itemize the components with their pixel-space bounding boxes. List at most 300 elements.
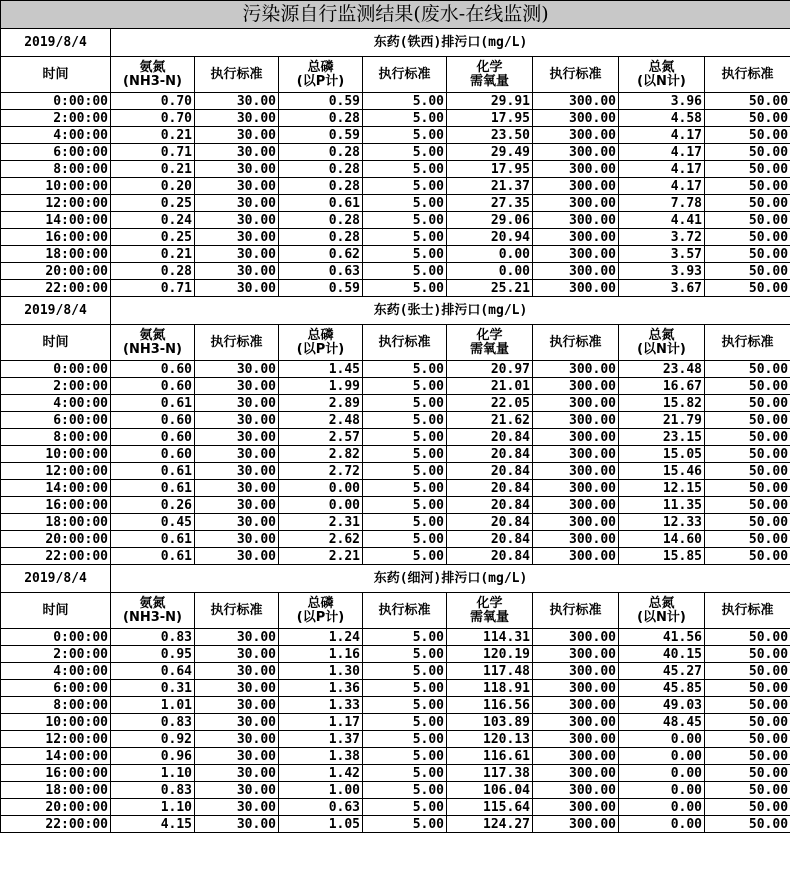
column-header-row (1, 593, 790, 629)
table-cell: 117.48 (447, 663, 533, 680)
table-cell: 5.00 (363, 514, 447, 531)
table-cell: 3.67 (619, 280, 705, 297)
table-cell: 29.06 (447, 212, 533, 229)
table-cell: 20.84 (447, 531, 533, 548)
standard-header-line1: 执行标准 (721, 602, 774, 618)
table-cell: 0.24 (111, 212, 195, 229)
table-cell: 15.82 (619, 395, 705, 412)
nh3-header-line1: 氨氮 (139, 327, 166, 343)
table-cell: 1.05 (279, 816, 363, 833)
column-header-row (1, 57, 790, 93)
section-date-row (1, 29, 790, 57)
tp-header-line2: (以P计) (296, 73, 345, 89)
table-cell: 300.00 (533, 765, 619, 782)
table-cell: 50.00 (705, 110, 790, 127)
table-cell: 2.31 (279, 514, 363, 531)
table-cell: 50.00 (705, 195, 790, 212)
standard-header (195, 593, 279, 629)
table-cell: 5.00 (363, 280, 447, 297)
standard-header (195, 325, 279, 361)
cod-header (447, 57, 533, 93)
table-cell: 4.17 (619, 127, 705, 144)
tp-header-line1: 总磷 (307, 59, 334, 75)
table-cell: 0.63 (279, 799, 363, 816)
table-cell: 30.00 (195, 263, 279, 280)
table-cell: 0.00 (279, 480, 363, 497)
table-cell: 18:00:00 (1, 782, 111, 799)
table-cell: 103.89 (447, 714, 533, 731)
table-row (1, 799, 790, 816)
report-title: 污染源自行监测结果(废水-在线监测) (1, 1, 790, 29)
table-cell: 50.00 (705, 263, 790, 280)
table-cell: 16:00:00 (1, 497, 111, 514)
nh3-header (111, 325, 195, 361)
table-cell: 1.38 (279, 748, 363, 765)
table-cell: 2:00:00 (1, 110, 111, 127)
table-cell: 50.00 (705, 531, 790, 548)
table-cell: 50.00 (705, 229, 790, 246)
table-cell: 2.48 (279, 412, 363, 429)
table-cell: 23.15 (619, 429, 705, 446)
table-cell: 30.00 (195, 361, 279, 378)
standard-header-line1: 执行标准 (721, 66, 774, 82)
table-cell: 2:00:00 (1, 378, 111, 395)
table-cell: 14.60 (619, 531, 705, 548)
table-cell: 14:00:00 (1, 212, 111, 229)
table-cell: 4.58 (619, 110, 705, 127)
table-cell: 50.00 (705, 646, 790, 663)
table-cell: 50.00 (705, 429, 790, 446)
table-row (1, 395, 790, 412)
table-cell: 50.00 (705, 395, 790, 412)
table-cell: 5.00 (363, 127, 447, 144)
table-cell: 300.00 (533, 429, 619, 446)
table-cell: 0.61 (111, 395, 195, 412)
table-cell: 30.00 (195, 799, 279, 816)
table-row (1, 246, 790, 263)
table-cell: 16.67 (619, 378, 705, 395)
standard-header (195, 57, 279, 93)
tn-header (619, 325, 705, 361)
table-cell: 300.00 (533, 680, 619, 697)
table-cell: 30.00 (195, 816, 279, 833)
table-cell: 18:00:00 (1, 514, 111, 531)
table-cell: 0.71 (111, 144, 195, 161)
table-cell: 5.00 (363, 144, 447, 161)
table-cell: 300.00 (533, 697, 619, 714)
table-row (1, 212, 790, 229)
table-cell: 5.00 (363, 195, 447, 212)
table-cell: 0.63 (279, 263, 363, 280)
tp-header (279, 57, 363, 93)
table-cell: 0.21 (111, 246, 195, 263)
table-cell: 30.00 (195, 144, 279, 161)
table-cell: 0.96 (111, 748, 195, 765)
table-cell: 2.57 (279, 429, 363, 446)
table-cell: 0.60 (111, 378, 195, 395)
table-cell: 300.00 (533, 714, 619, 731)
tp-header (279, 325, 363, 361)
table-cell: 300.00 (533, 663, 619, 680)
table-cell: 30.00 (195, 446, 279, 463)
table-row (1, 480, 790, 497)
table-cell: 300.00 (533, 195, 619, 212)
table-cell: 5.00 (363, 395, 447, 412)
cod-header (447, 593, 533, 629)
standard-header-line1: 执行标准 (721, 334, 774, 350)
table-row (1, 229, 790, 246)
table-cell: 0.62 (279, 246, 363, 263)
table-row (1, 714, 790, 731)
outlet-title: 东药(张士)排污口(mg/L) (111, 297, 790, 325)
table-row (1, 429, 790, 446)
table-cell: 50.00 (705, 663, 790, 680)
table-cell: 6:00:00 (1, 144, 111, 161)
table-cell: 0.21 (111, 161, 195, 178)
table-cell: 116.61 (447, 748, 533, 765)
table-cell: 300.00 (533, 144, 619, 161)
table-cell: 0.28 (279, 178, 363, 195)
table-cell: 20.84 (447, 514, 533, 531)
table-cell: 5.00 (363, 697, 447, 714)
table-cell: 30.00 (195, 412, 279, 429)
table-cell: 0.71 (111, 280, 195, 297)
table-cell: 22:00:00 (1, 280, 111, 297)
table-cell: 300.00 (533, 531, 619, 548)
table-cell: 0.28 (279, 110, 363, 127)
table-cell: 50.00 (705, 246, 790, 263)
table-cell: 50.00 (705, 782, 790, 799)
table-cell: 1.24 (279, 629, 363, 646)
standard-header (533, 593, 619, 629)
table-cell: 50.00 (705, 816, 790, 833)
table-cell: 0.20 (111, 178, 195, 195)
table-cell: 30.00 (195, 93, 279, 110)
table-cell: 0.25 (111, 229, 195, 246)
table-cell: 50.00 (705, 280, 790, 297)
time-header (1, 593, 111, 629)
table-cell: 30.00 (195, 229, 279, 246)
table-cell: 45.85 (619, 680, 705, 697)
table-cell: 4.41 (619, 212, 705, 229)
table-cell: 0.00 (447, 263, 533, 280)
table-cell: 5.00 (363, 429, 447, 446)
table-cell: 0.00 (619, 748, 705, 765)
table-cell: 27.35 (447, 195, 533, 212)
section-date: 2019/8/4 (1, 29, 111, 57)
nh3-header-line2: (NH3-N) (123, 341, 182, 357)
table-cell: 0.31 (111, 680, 195, 697)
table-cell: 2.72 (279, 463, 363, 480)
table-cell: 50.00 (705, 127, 790, 144)
table-cell: 118.91 (447, 680, 533, 697)
table-cell: 7.78 (619, 195, 705, 212)
table-cell: 12.15 (619, 480, 705, 497)
table-cell: 20.84 (447, 548, 533, 565)
table-cell: 8:00:00 (1, 429, 111, 446)
table-cell: 49.03 (619, 697, 705, 714)
table-cell: 6:00:00 (1, 412, 111, 429)
table-row (1, 263, 790, 280)
table-cell: 5.00 (363, 816, 447, 833)
table-row (1, 646, 790, 663)
table-cell: 0.70 (111, 93, 195, 110)
table-cell: 0.28 (279, 161, 363, 178)
table-cell: 2.62 (279, 531, 363, 548)
table-cell: 0.26 (111, 497, 195, 514)
table-cell: 0.60 (111, 361, 195, 378)
table-cell: 50.00 (705, 629, 790, 646)
table-cell: 300.00 (533, 361, 619, 378)
table-cell: 5.00 (363, 731, 447, 748)
table-cell: 29.91 (447, 93, 533, 110)
table-cell: 30.00 (195, 629, 279, 646)
outlet-title: 东药(铁西)排污口(mg/L) (111, 29, 790, 57)
table-cell: 0.59 (279, 93, 363, 110)
table-cell: 5.00 (363, 178, 447, 195)
table-cell: 0.59 (279, 280, 363, 297)
standard-header (533, 57, 619, 93)
table-cell: 1.17 (279, 714, 363, 731)
table-cell: 300.00 (533, 229, 619, 246)
table-row (1, 697, 790, 714)
table-cell: 0.00 (447, 246, 533, 263)
table-row (1, 361, 790, 378)
table-cell: 20:00:00 (1, 799, 111, 816)
standard-header (533, 325, 619, 361)
table-cell: 300.00 (533, 412, 619, 429)
table-cell: 106.04 (447, 782, 533, 799)
table-cell: 50.00 (705, 497, 790, 514)
table-cell: 5.00 (363, 680, 447, 697)
table-cell: 0.28 (279, 212, 363, 229)
table-cell: 21.37 (447, 178, 533, 195)
table-cell: 4.15 (111, 816, 195, 833)
table-cell: 30.00 (195, 161, 279, 178)
table-cell: 15.46 (619, 463, 705, 480)
table-row (1, 548, 790, 565)
tn-header-line2: (以N计) (637, 609, 686, 625)
table-cell: 4.17 (619, 144, 705, 161)
table-cell: 30.00 (195, 748, 279, 765)
table-cell: 50.00 (705, 144, 790, 161)
table-cell: 0.83 (111, 782, 195, 799)
table-cell: 30.00 (195, 195, 279, 212)
table-cell: 4.17 (619, 178, 705, 195)
table-cell: 12:00:00 (1, 731, 111, 748)
table-cell: 300.00 (533, 548, 619, 565)
table-cell: 30.00 (195, 548, 279, 565)
table-cell: 23.50 (447, 127, 533, 144)
table-cell: 50.00 (705, 697, 790, 714)
table-row (1, 765, 790, 782)
table-cell: 50.00 (705, 765, 790, 782)
table-row (1, 531, 790, 548)
table-cell: 1.16 (279, 646, 363, 663)
table-cell: 30.00 (195, 429, 279, 446)
table-cell: 50.00 (705, 93, 790, 110)
table-cell: 40.15 (619, 646, 705, 663)
table-cell: 5.00 (363, 161, 447, 178)
table-row (1, 629, 790, 646)
table-cell: 22:00:00 (1, 548, 111, 565)
table-cell: 50.00 (705, 161, 790, 178)
standard-header (705, 325, 790, 361)
table-cell: 14:00:00 (1, 480, 111, 497)
table-cell: 1.37 (279, 731, 363, 748)
table-cell: 0.83 (111, 629, 195, 646)
table-cell: 300.00 (533, 782, 619, 799)
table-cell: 50.00 (705, 361, 790, 378)
column-header-row (1, 325, 790, 361)
table-cell: 20.84 (447, 480, 533, 497)
table-cell: 5.00 (363, 782, 447, 799)
nh3-header-line1: 氨氮 (139, 595, 166, 611)
table-cell: 0.61 (111, 463, 195, 480)
table-cell: 15.05 (619, 446, 705, 463)
table-row (1, 663, 790, 680)
table-cell: 0:00:00 (1, 629, 111, 646)
standard-header-line1: 执行标准 (378, 334, 431, 350)
section-date: 2019/8/4 (1, 565, 111, 593)
table-cell: 17.95 (447, 161, 533, 178)
table-cell: 115.64 (447, 799, 533, 816)
table-cell: 300.00 (533, 178, 619, 195)
table-cell: 5.00 (363, 412, 447, 429)
table-row (1, 144, 790, 161)
table-cell: 50.00 (705, 378, 790, 395)
table-cell: 30.00 (195, 127, 279, 144)
table-row (1, 731, 790, 748)
table-cell: 30.00 (195, 697, 279, 714)
table-cell: 300.00 (533, 93, 619, 110)
table-cell: 0.45 (111, 514, 195, 531)
table-cell: 12:00:00 (1, 463, 111, 480)
cod-header (447, 325, 533, 361)
table-row (1, 748, 790, 765)
cod-header-line2: 需氧量 (469, 73, 509, 89)
table-cell: 30.00 (195, 378, 279, 395)
table-cell: 50.00 (705, 714, 790, 731)
table-cell: 300.00 (533, 212, 619, 229)
table-cell: 30.00 (195, 646, 279, 663)
table-cell: 1.99 (279, 378, 363, 395)
tp-header-line2: (以P计) (296, 341, 345, 357)
table-cell: 1.30 (279, 663, 363, 680)
table-row (1, 378, 790, 395)
table-cell: 116.56 (447, 697, 533, 714)
table-cell: 30.00 (195, 680, 279, 697)
table-cell: 20:00:00 (1, 263, 111, 280)
table-cell: 5.00 (363, 531, 447, 548)
table-cell: 5.00 (363, 378, 447, 395)
table-cell: 300.00 (533, 246, 619, 263)
table-cell: 300.00 (533, 446, 619, 463)
table-cell: 30.00 (195, 663, 279, 680)
table-row (1, 446, 790, 463)
table-cell: 6:00:00 (1, 680, 111, 697)
table-cell: 21.01 (447, 378, 533, 395)
table-cell: 50.00 (705, 178, 790, 195)
table-cell: 0:00:00 (1, 361, 111, 378)
table-cell: 50.00 (705, 799, 790, 816)
table-cell: 1.33 (279, 697, 363, 714)
table-cell: 16:00:00 (1, 229, 111, 246)
table-cell: 14:00:00 (1, 748, 111, 765)
section-date-row (1, 565, 790, 593)
table-cell: 0.61 (111, 548, 195, 565)
table-cell: 0.92 (111, 731, 195, 748)
table-cell: 300.00 (533, 395, 619, 412)
table-cell: 30.00 (195, 212, 279, 229)
standard-header-line1: 执行标准 (210, 66, 263, 82)
table-cell: 18:00:00 (1, 246, 111, 263)
table-row (1, 816, 790, 833)
table-cell: 50.00 (705, 548, 790, 565)
tn-header-line1: 总氮 (648, 595, 675, 611)
table-cell: 45.27 (619, 663, 705, 680)
table-row (1, 782, 790, 799)
table-cell: 0.59 (279, 127, 363, 144)
table-cell: 50.00 (705, 680, 790, 697)
standard-header-line1: 执行标准 (378, 66, 431, 82)
table-cell: 300.00 (533, 748, 619, 765)
table-row (1, 161, 790, 178)
table-cell: 0.61 (111, 480, 195, 497)
table-cell: 22:00:00 (1, 816, 111, 833)
table-cell: 48.45 (619, 714, 705, 731)
table-cell: 300.00 (533, 463, 619, 480)
table-cell: 20:00:00 (1, 531, 111, 548)
table-cell: 1.42 (279, 765, 363, 782)
table-cell: 300.00 (533, 161, 619, 178)
table-row (1, 178, 790, 195)
standard-header (363, 593, 447, 629)
table-cell: 300.00 (533, 799, 619, 816)
table-cell: 0.60 (111, 429, 195, 446)
table-cell: 29.49 (447, 144, 533, 161)
tn-header-line2: (以N计) (637, 73, 686, 89)
standard-header-line1: 执行标准 (210, 602, 263, 618)
time-header (1, 325, 111, 361)
nh3-header-line1: 氨氮 (139, 59, 166, 75)
table-cell: 20.84 (447, 497, 533, 514)
standard-header (705, 57, 790, 93)
tn-header (619, 593, 705, 629)
table-cell: 2.82 (279, 446, 363, 463)
table-cell: 300.00 (533, 127, 619, 144)
table-cell: 4:00:00 (1, 663, 111, 680)
table-cell: 5.00 (363, 799, 447, 816)
table-cell: 15.85 (619, 548, 705, 565)
table-cell: 50.00 (705, 412, 790, 429)
tn-header-line1: 总氮 (648, 59, 675, 75)
time-header (1, 57, 111, 93)
tp-header-line1: 总磷 (307, 327, 334, 343)
table-row (1, 93, 790, 110)
table-cell: 0.95 (111, 646, 195, 663)
table-cell: 300.00 (533, 480, 619, 497)
table-cell: 0.00 (619, 731, 705, 748)
table-cell: 120.13 (447, 731, 533, 748)
table-cell: 20.84 (447, 463, 533, 480)
table-cell: 5.00 (363, 212, 447, 229)
table-cell: 23.48 (619, 361, 705, 378)
table-cell: 30.00 (195, 782, 279, 799)
table-cell: 50.00 (705, 212, 790, 229)
table-cell: 5.00 (363, 480, 447, 497)
table-cell: 120.19 (447, 646, 533, 663)
